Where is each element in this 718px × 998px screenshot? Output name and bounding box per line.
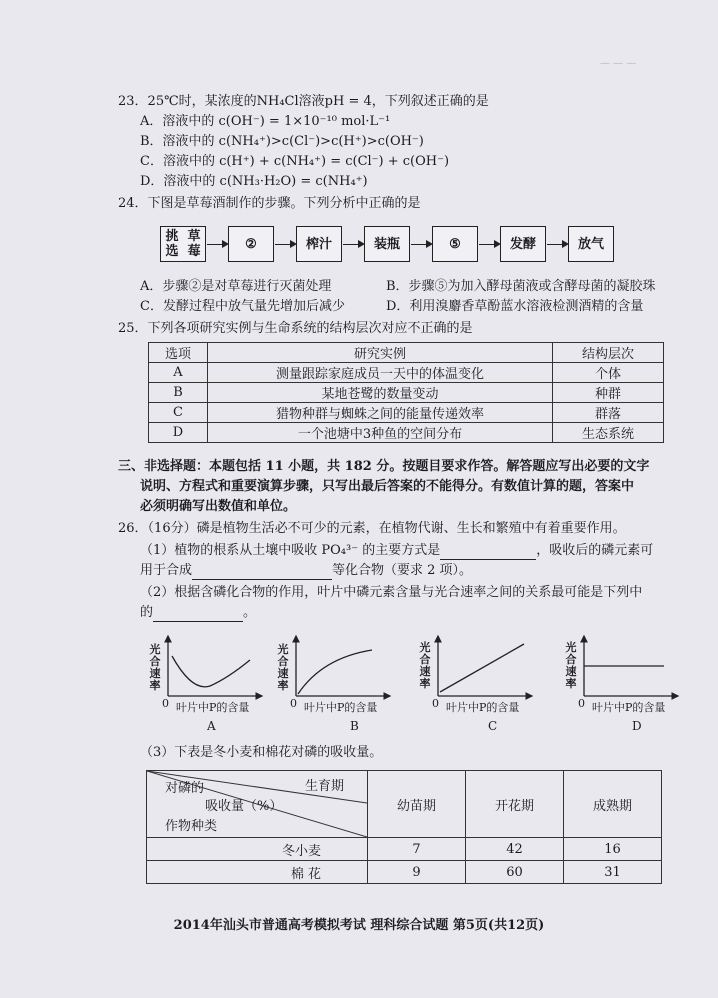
flow-step-4: 装瓶	[364, 226, 410, 262]
q23-option-b: B．溶液中的 c(NH₄⁺)>c(Cl⁻)>c(H⁺)>c(OH⁻)	[140, 134, 424, 149]
q26-part2-line1: （2）根据含磷化合物的作用，叶片中磷元素含量与光合速率之间的关系最可能是下列中	[140, 585, 643, 600]
table-header-cell: 选项	[149, 343, 208, 363]
answer-blank-1[interactable]	[440, 545, 536, 560]
graph-a-label: A	[207, 719, 216, 733]
q23-stem: 23．25℃时，某浓度的NH₄Cl溶液pH = 4，下列叙述正确的是	[118, 94, 489, 109]
flow-arrow	[411, 244, 431, 245]
q26-part1-line2	[140, 562, 472, 580]
graph-b-ylabel: 光合速率	[277, 643, 289, 692]
graph-c-xlabel: 叶片中P的含量	[446, 701, 520, 714]
table-cell: 42	[466, 838, 564, 861]
q26-part2-text-c: 。	[243, 605, 257, 620]
graph-c-label: C	[488, 719, 498, 733]
flow-step-1: 挑选 草莓	[160, 226, 206, 262]
table-cell: 棉 花	[147, 861, 368, 884]
diag-bottom-label: 作物种类	[165, 819, 218, 834]
table-cell: 个体	[553, 363, 664, 383]
q26-part1-line1	[140, 542, 653, 560]
table-cell: 60	[466, 861, 564, 884]
q26-part1-text-b: ，吸收后的磷元素可	[536, 543, 654, 558]
q26-part2-line2	[140, 604, 256, 622]
graph-c-ylabel: 光合速率	[419, 641, 431, 690]
q25-stem: 25．下列各项研究实例与生命系统的结构层次对应不正确的是	[118, 321, 473, 336]
q23-option-a: A．溶液中的 c(OH⁻) = 1×10⁻¹⁰ mol·L⁻¹	[140, 114, 391, 129]
table-row	[149, 403, 664, 423]
table-row	[149, 363, 664, 383]
bleed-through-text: — — —	[600, 58, 637, 69]
q24-stem: 24．下图是草莓酒制作的步骤。下列分析中正确的是	[118, 196, 421, 211]
table-cell: 31	[564, 861, 662, 884]
table-cell: D	[149, 423, 208, 443]
table-row	[147, 838, 662, 861]
section-3-instructions-3: 必须明确写出数值和单位。	[140, 499, 297, 514]
q26-part1-text-a: （1）植物的根系从土壤中吸收 PO₄³⁻ 的主要方式是	[140, 543, 441, 558]
table-cell: 某地苍鹭的数量变动	[208, 383, 553, 403]
flow-arrow	[207, 244, 227, 245]
answer-blank-3[interactable]	[153, 607, 243, 622]
graph-d-origin: 0	[578, 697, 585, 710]
q24-option-b: B．步骤⑤为加入酵母菌液或含酵母菌的凝胶珠	[386, 279, 656, 294]
diag-mid-label-1: 对磷的	[165, 781, 205, 796]
graph-c-curve	[440, 644, 524, 692]
q26-part1-text-d: 等化合物（要求 2 项）。	[332, 563, 473, 578]
graph-d-plot	[574, 632, 684, 702]
graph-a-xlabel: 叶片中P的含量	[176, 701, 250, 714]
flow-arrow	[479, 244, 499, 245]
table-header-cell: 开花期	[466, 771, 564, 838]
table-cell: 种群	[553, 383, 664, 403]
graph-b-curve	[298, 650, 372, 694]
graph-c-plot	[428, 632, 538, 702]
table-header-cell: 幼苗期	[368, 771, 466, 838]
graph-d-xlabel: 叶片中P的含量	[592, 701, 666, 714]
diag-mid-label-2: 吸收量（%）	[205, 799, 283, 814]
graph-a-origin: 0	[162, 697, 169, 710]
graph-d-ylabel: 光合速率	[565, 641, 577, 690]
table-row	[149, 383, 664, 403]
section-3-instructions-2: 说明、方程式和重要演算步骤，只写出最后答案的不能得分。有数值计算的题，答案中	[140, 479, 635, 494]
table-cell: 猎物种群与蜘蛛之间的能量传递效率	[208, 403, 553, 423]
graph-a-curve	[172, 656, 250, 687]
graph-b-plot	[286, 632, 396, 702]
q26-stem: 26．（16分）磷是植物生活必不可少的元素，在植物代谢、生长和繁殖中有着重要作用。	[118, 521, 626, 536]
graph-a-ylabel: 光合速率	[149, 643, 161, 692]
flow-arrow	[343, 244, 363, 245]
graph-c-origin: 0	[432, 697, 439, 710]
flow-step-5: ⑤	[432, 226, 478, 262]
table-header-cell: 成熟期	[564, 771, 662, 838]
flow-step-6: 发酵	[500, 226, 546, 262]
table-cell: C	[149, 403, 208, 423]
diag-top-label: 生育期	[305, 779, 345, 794]
q25-table	[148, 342, 664, 443]
table-cell: 9	[368, 861, 466, 884]
table-cell: B	[149, 383, 208, 403]
diagonal-header-cell	[147, 771, 368, 838]
table-cell: A	[149, 363, 208, 383]
graph-b-label: B	[350, 719, 359, 733]
graph-a-plot	[158, 632, 268, 702]
table-cell: 测量跟踪家庭成员一天中的体温变化	[208, 363, 553, 383]
table-cell: 16	[564, 838, 662, 861]
q23-option-c: C．溶液中的 c(H⁺) + c(NH₄⁺) = c(Cl⁻) + c(OH⁻)	[140, 154, 450, 169]
answer-blank-2[interactable]	[192, 565, 332, 580]
table-cell: 冬小麦	[147, 838, 368, 861]
graph-d-label: D	[632, 719, 642, 733]
q26-table	[146, 770, 662, 884]
flow-step-7: 放气	[568, 226, 614, 262]
q24-option-c: C．发酵过程中放气量先增加后减少	[140, 299, 345, 314]
graph-b-origin: 0	[290, 697, 297, 710]
table-header-row	[147, 771, 662, 838]
table-cell: 一个池塘中3种鱼的空间分布	[208, 423, 553, 443]
q26-part2-text-b: 的	[140, 605, 154, 620]
table-header-cell: 结构层次	[553, 343, 664, 363]
q24-option-a: A．步骤②是对草莓进行灭菌处理	[140, 279, 332, 294]
flow-step-3: 榨汁	[296, 226, 342, 262]
page-footer: 2014年汕头市普通高考模拟考试 理科综合试题 第5页(共12页)	[173, 918, 545, 933]
flow-arrow	[547, 244, 567, 245]
table-header-row	[149, 343, 664, 363]
table-header-cell: 研究实例	[208, 343, 553, 363]
table-cell: 生态系统	[553, 423, 664, 443]
table-cell: 7	[368, 838, 466, 861]
table-row	[149, 423, 664, 443]
table-row	[147, 861, 662, 884]
flow-step-2: ②	[228, 226, 274, 262]
flow-arrow	[275, 244, 295, 245]
q26-part1-text-c: 用于合成	[140, 563, 193, 578]
q24-option-d: D．利用溴麝香草酚蓝水溶液检测酒精的含量	[386, 299, 644, 314]
section-3-instructions-1: 三、非选择题：本题包括 11 小题，共 182 分。按题目要求作答。解答题应写出必要的文字	[118, 459, 650, 474]
graph-b-xlabel: 叶片中P的含量	[304, 701, 378, 714]
table-cell: 群落	[553, 403, 664, 423]
q26-part3: （3）下表是冬小麦和棉花对磷的吸收量。	[140, 745, 383, 760]
q23-option-d: D．溶液中的 c(NH₃·H₂O) = c(NH₄⁺)	[140, 174, 368, 189]
